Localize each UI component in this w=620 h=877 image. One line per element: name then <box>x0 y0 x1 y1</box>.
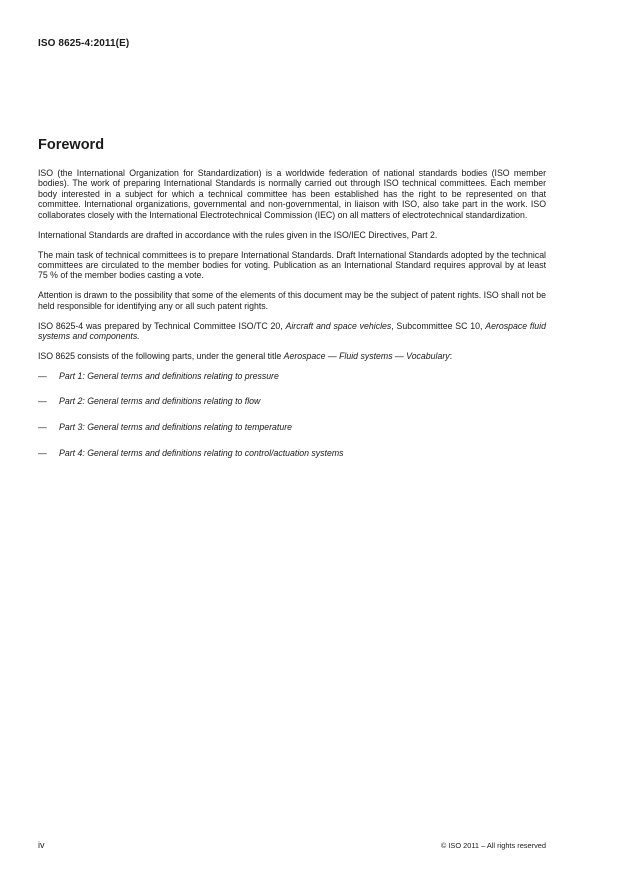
part-1-title: Part 1: General terms and definitions relating to pressure <box>59 370 279 381</box>
paragraph-directives: International Standards are drafted in accordance with the rules given in the ISO/IEC Directives, Part 2. <box>38 229 438 240</box>
paragraph-patent-rights: Attention is drawn to the possibility that some of the elements of this document may be the subject of patent rights. ISO shall not be held responsible for identifying any or all such patent rights. <box>38 290 546 311</box>
paragraph-parts-intro <box>38 351 546 361</box>
paragraph-prepared-by <box>38 321 546 342</box>
list-item <box>38 396 546 406</box>
part-2-title: Part 2: General terms and definitions relating to flow <box>59 396 261 407</box>
list-dash: — <box>38 422 47 433</box>
subcommittee-name: Aerospace fluid systems and components. <box>38 320 546 342</box>
foreword-body <box>38 168 546 474</box>
prepared-by-text-a: ISO 8625-4 was prepared by Technical Committee ISO/TC 20, <box>38 320 286 331</box>
page-number: iv <box>38 840 45 850</box>
paragraph-main-task: The main task of technical committees is to prepare International Standards. Draft International Standards adopted by the technical committees are circulated to the member bodies for voting. Publication as an International Standard requires approval by at least 75 % of the member bodies casting a vote. <box>38 249 546 281</box>
part-4-title: Part 4: General terms and definitions relating to control/actuation systems <box>59 448 344 459</box>
list-dash: — <box>38 370 47 381</box>
list-item <box>38 371 546 381</box>
parts-intro-text-b: : <box>449 351 453 362</box>
paragraph-iso-description: ISO (the International Organization for Standardization) is a worldwide federation of national standards bodies (ISO member bodies). The work of preparing International Standards is normally carried out through ISO technical committees. Each member body interested in a subject for which a technical committee has been established has the right to be represented on that committee. International organizations, governmental and non-governmental, in liaison with ISO, also take part in the work. ISO collaborates closely with the International Electrotechnical Commission (IEC) on all matters of electrotechnical standardization. <box>38 168 546 220</box>
list-dash: — <box>38 448 47 459</box>
general-title: Aerospace — Fluid systems — Vocabulary <box>283 351 450 362</box>
parts-list <box>38 371 546 459</box>
list-dash: — <box>38 396 47 407</box>
list-item <box>38 422 546 432</box>
document-id: ISO 8625-4:2011(E) <box>38 38 130 49</box>
prepared-by-text-b: , Subcommittee SC 10, <box>391 320 486 331</box>
copyright-notice: © ISO 2011 – All rights reserved <box>440 841 546 850</box>
list-item <box>38 448 546 458</box>
part-3-title: Part 3: General terms and definitions relating to temperature <box>59 422 292 433</box>
committee-name: Aircraft and space vehicles <box>285 320 392 331</box>
page-title: Foreword <box>38 137 105 153</box>
parts-intro-text-a: ISO 8625 consists of the following parts, under the general title <box>38 351 284 362</box>
